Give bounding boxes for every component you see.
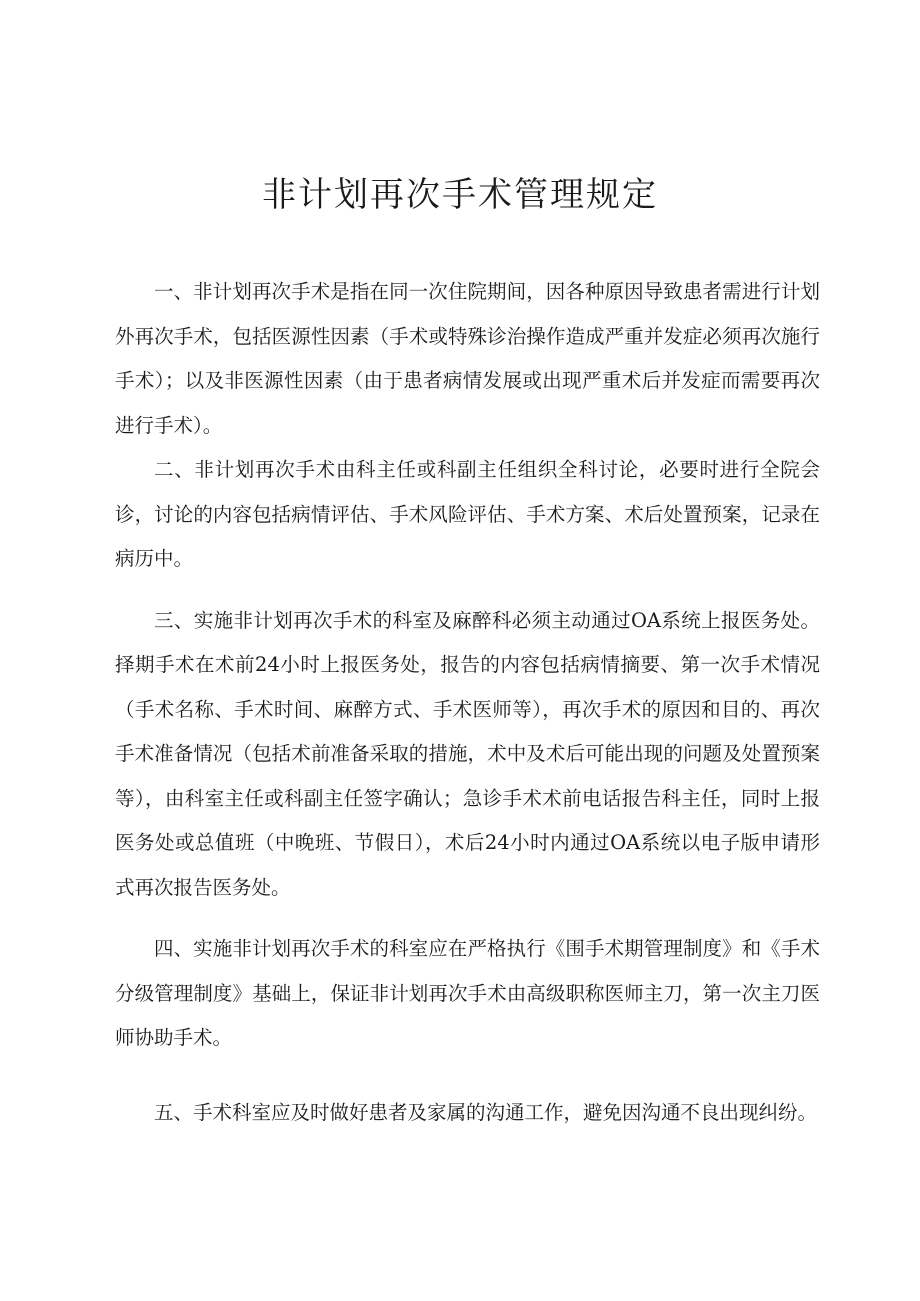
paragraph-1: 一、非计划再次手术是指在同一次住院期间，因各种原因导致患者需进行计划外再次手术，包括医源性因素（手术或特殊诊治操作造成严重并发症必须再次施行手术）；以及非医源性因素（由于患者病情发展或出现严重术后并发症而需要再次进行手术）。	[115, 280, 820, 437]
paragraph-5: 五、手术科室应及时做好患者及家属的沟通工作，避免因沟通不良出现纠纷。	[154, 1100, 818, 1124]
document-title: 非计划再次手术管理规定	[262, 175, 658, 215]
paragraph-4: 四、实施非计划再次手术的科室应在严格执行《围手术期管理制度》和《手术分级管理制度》基础上，保证非计划再次手术由高级职称医师主刀，第一次主刀医师协助手术。	[115, 937, 820, 1049]
paragraph-3: 三、实施非计划再次手术的科室及麻醉科必须主动通过OA系统上报医务处。择期手术在术前24小时上报医务处，报告的内容包括病情摘要、第一次手术情况（手术名称、手术时间、麻醉方式、手术医师等），再次手术的原因和目的、再次手术准备情况（包括术前准备采取的措施，术中及术后可能出现的问题及处置预案等），由科室主任或科副主任签字确认；急诊手术术前电话报告科主任，同时上报医务处或总值班（中晚班、节假日），术后24小时内通过OA系统以电子版申请形式再次报告医务处。	[115, 608, 820, 899]
document-body	[115, 270, 820, 1135]
paragraph-2: 二、非计划再次手术由科主任或科副主任组织全科讨论，必要时进行全院会诊，讨论的内容包括病情评估、手术风险评估、手术方案、术后处置预案，记录在病历中。	[115, 458, 820, 570]
